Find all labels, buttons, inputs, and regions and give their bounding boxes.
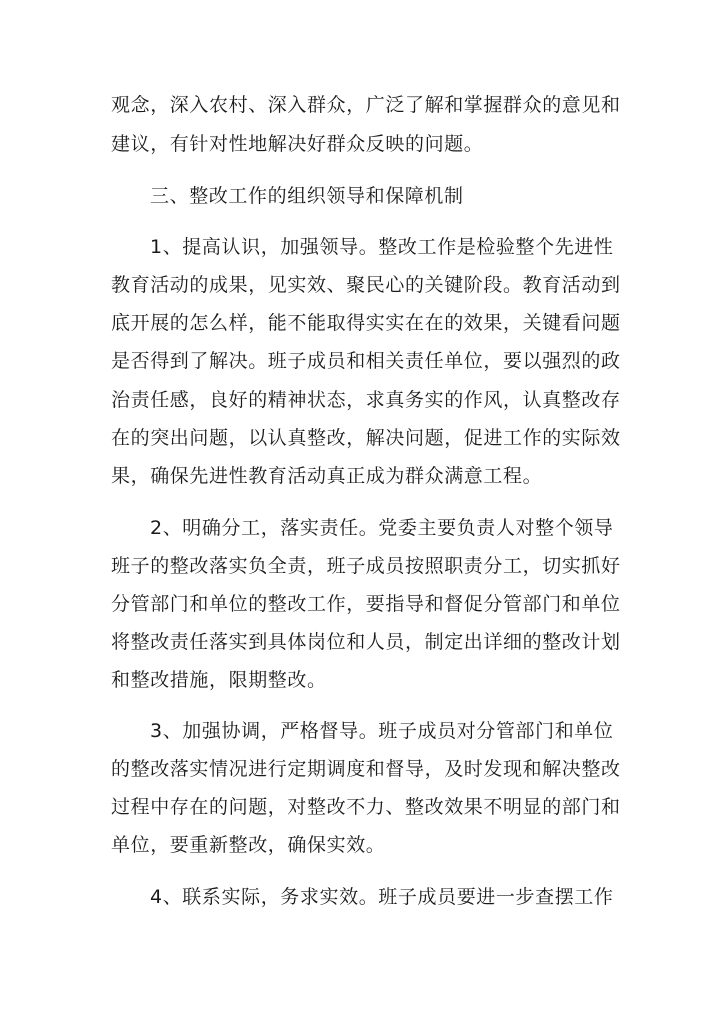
section-heading: 三、整改工作的组织领导和保障机制 [150,185,464,207]
text-line: 果，确保先进性教育活动真正成为群众满意工程。 [111,465,543,487]
text-line: 在的突出问题，以认真整改，解决问题，促进工作的实际效 [111,427,621,449]
paragraph-start-line: 2、明确分工，落实责任。党委主要负责人对整个领导 [150,517,614,539]
paragraph-start-line: 3、加强协调，严格督导。班子成员对分管部门和单位 [150,720,614,742]
text-line: 教育活动的成果，见实效、聚民心的关键阶段。教育活动到 [111,274,621,296]
text-line: 和整改措施，限期整改。 [111,669,327,691]
paragraph-start-line: 1、提高认识，加强领导。整改工作是检验整个先进性 [150,236,614,258]
text-line: 的整改落实情况进行定期调度和督导，及时发现和解决整改 [111,758,621,780]
text-line: 观念，深入农村、深入群众，广泛了解和掌握群众的意见和 [111,94,621,116]
text-line: 底开展的怎么样，能不能取得实实在在的效果，关键看问题 [111,312,621,334]
text-line: 单位，要重新整改，确保实效。 [111,834,386,856]
text-line: 治责任感，良好的精神状态，求真务实的作风，认真整改存 [111,389,621,411]
text-line: 是否得到了解决。班子成员和相关责任单位，要以强烈的政 [111,350,621,372]
text-line: 建议，有针对性地解决好群众反映的问题。 [111,133,484,155]
text-line: 将整改责任落实到具体岗位和人员，制定出详细的整改计划 [111,631,621,653]
text-line: 班子的整改落实负全责，班子成员按照职责分工，切实抓好 [111,555,621,577]
text-line: 分管部门和单位的整改工作，要指导和督促分管部门和单位 [111,593,621,615]
paragraph-start-line: 4、联系实际，务求实效。班子成员要进一步查摆工作 [150,886,614,908]
text-line: 过程中存在的问题，对整改不力、整改效果不明显的部门和 [111,796,621,818]
